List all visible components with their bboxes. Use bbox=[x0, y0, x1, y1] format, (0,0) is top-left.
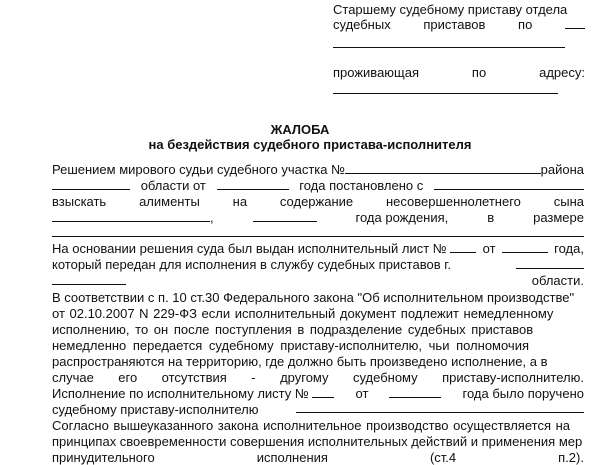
p1-line-3: взыскать алименты на содержание несовершеннолетнего сына bbox=[52, 194, 584, 209]
p4-line-2: принципах своевременности совершения исполнительных действий и применения мер bbox=[52, 434, 583, 449]
header-rule-1 bbox=[333, 47, 565, 48]
p3-line-1: В соответствии с п. 10 ст.30 Федерального закона "Об исполнительном производстве" bbox=[52, 290, 575, 305]
p2-line-2: который передан для исполнения в службу судебных приставов г. bbox=[52, 257, 584, 272]
p3-line-8: судебному приставу-исполнителю bbox=[52, 402, 259, 417]
p3-line-6: случае его отсутствия - другому судебному приставу-исполнителю. bbox=[52, 370, 584, 385]
p1-line-4: , года рождения, в размере bbox=[52, 210, 584, 225]
document-title: ЖАЛОБА bbox=[270, 122, 330, 137]
p3-bailiff-rule bbox=[296, 412, 584, 413]
p3-line-5: распространяются на территорию, где должно быть произведено исполнение, а в bbox=[52, 354, 548, 369]
p1-line-1: Решением мирового судьи судебного участка № района bbox=[52, 162, 584, 177]
blank-district bbox=[381, 162, 541, 174]
blank-writ-date bbox=[502, 241, 548, 253]
blank-date bbox=[217, 178, 289, 190]
blank-region bbox=[52, 178, 130, 190]
p1-rule bbox=[52, 236, 584, 237]
document-subtitle: на бездействия судебного пристава-исполнителя bbox=[148, 137, 472, 152]
blank-debtor bbox=[434, 178, 584, 190]
blank-court-no bbox=[345, 162, 381, 174]
blank-writ-no-2 bbox=[312, 386, 334, 398]
blank-city bbox=[516, 257, 584, 269]
p3-line-4: немедленно передается судебному приставу-исполнителю, чьи полномочия bbox=[52, 338, 530, 353]
blank-child-name bbox=[52, 210, 210, 222]
p4-line-1: Согласно вышеуказанного закона исполнительное производство осуществляется на bbox=[52, 418, 571, 433]
blank-birth-year bbox=[253, 210, 317, 222]
header-rule-2 bbox=[333, 93, 558, 94]
p2-line-1: На основании решения суда был выдан исполнительный лист № от года, bbox=[52, 241, 584, 256]
blank-writ-no bbox=[450, 241, 476, 253]
p2-line-3: области. bbox=[52, 273, 584, 288]
header-line-1: Старшему судебному приставу отдела bbox=[333, 2, 568, 17]
header-line-3: проживающая по адресу: bbox=[333, 65, 585, 80]
p4-line-3: принудительного исполнения (ст.4 п.2). bbox=[52, 450, 584, 465]
blank-region-2 bbox=[52, 273, 126, 285]
p3-line-3: исполнению, то он после поступления в подразделение судебных приставов bbox=[52, 322, 534, 337]
header-blank bbox=[565, 17, 585, 29]
header-line-2: судебных приставов по bbox=[333, 17, 585, 32]
p3-line-2: от 02.10.2007 N 229-ФЗ если исполнительный документ подлежит немедленному bbox=[52, 306, 554, 321]
p3-line-7: Исполнение по исполнительному листу № от года было поручено bbox=[52, 386, 584, 401]
blank-assign-date bbox=[389, 386, 441, 398]
p1-line-2: области от года постановлено с bbox=[52, 178, 584, 193]
